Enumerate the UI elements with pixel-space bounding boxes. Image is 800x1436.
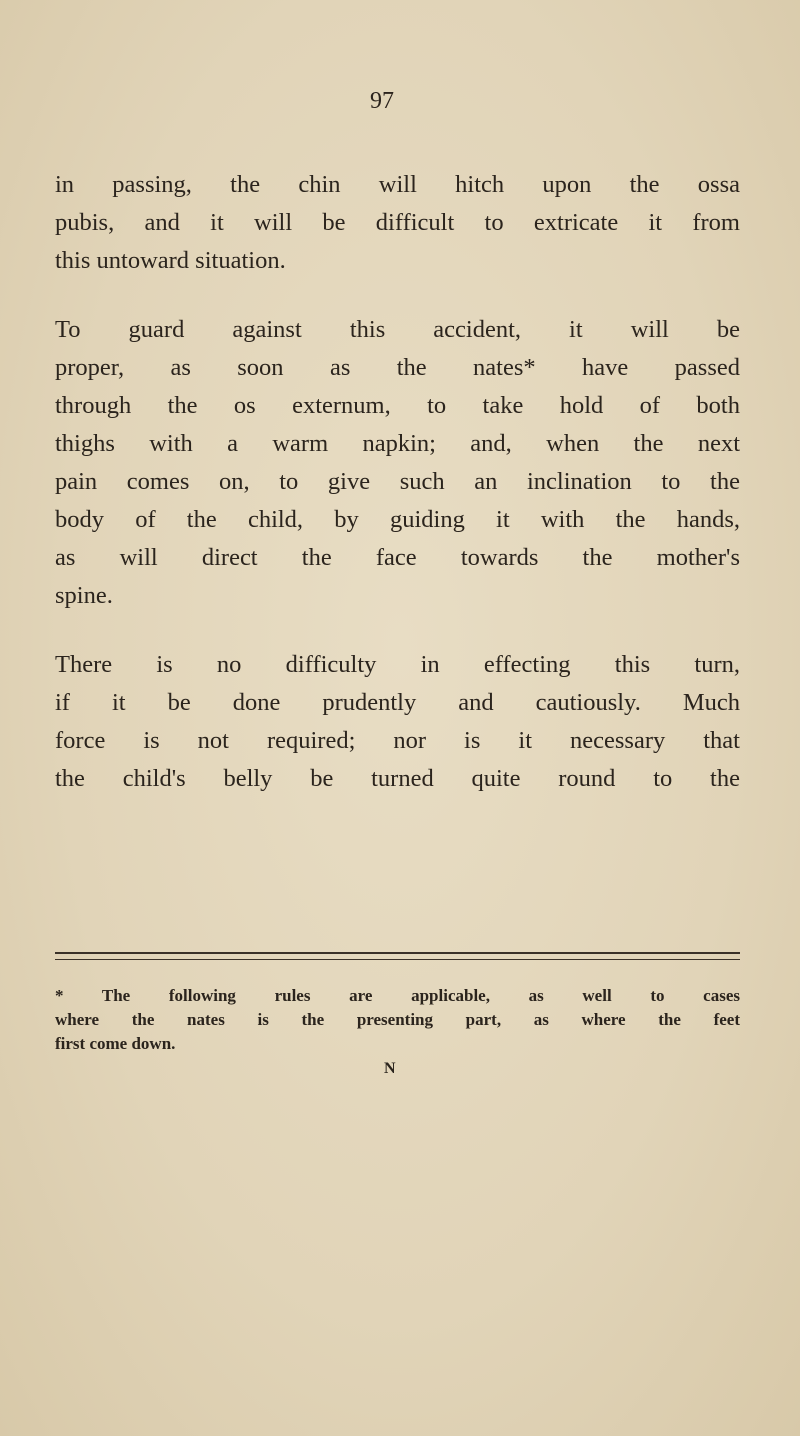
text-line: thighs with a warm napkin; and, when the next (55, 430, 740, 457)
text-line: as will direct the face towards the mother's (55, 544, 740, 571)
text-line: if it be done prudently and cautiously. Much (55, 689, 740, 716)
text-line: pubis, and it will be difficult to extricate it from (55, 209, 740, 236)
text-line: through the os externum, to take hold of both (55, 392, 740, 419)
page-number: 97 (370, 88, 394, 114)
text-line: this untoward situation. (55, 247, 286, 274)
signature-mark: N (384, 1060, 396, 1077)
text-line: force is not required; nor is it necessary that (55, 727, 740, 754)
text-line: There is no difficulty in effecting this turn, (55, 651, 740, 678)
text-line: in passing, the chin will hitch upon the ossa (55, 171, 740, 198)
footnote-line: * The following rules are applicable, as well to cases (55, 986, 740, 1005)
text-line: body of the child, by guiding it with the hands, (55, 506, 740, 533)
text-line: pain comes on, to give such an inclination to the (55, 468, 740, 495)
footnote-line: where the nates is the presenting part, as where the feet (55, 1010, 740, 1029)
footnote-rule (55, 952, 740, 960)
footnote-line: first come down. (55, 1034, 176, 1053)
text-line: spine. (55, 582, 113, 609)
text-line: proper, as soon as the nates* have passed (55, 354, 740, 381)
text-line: the child's belly be turned quite round to the (55, 765, 740, 792)
text-line: To guard against this accident, it will be (55, 316, 740, 343)
